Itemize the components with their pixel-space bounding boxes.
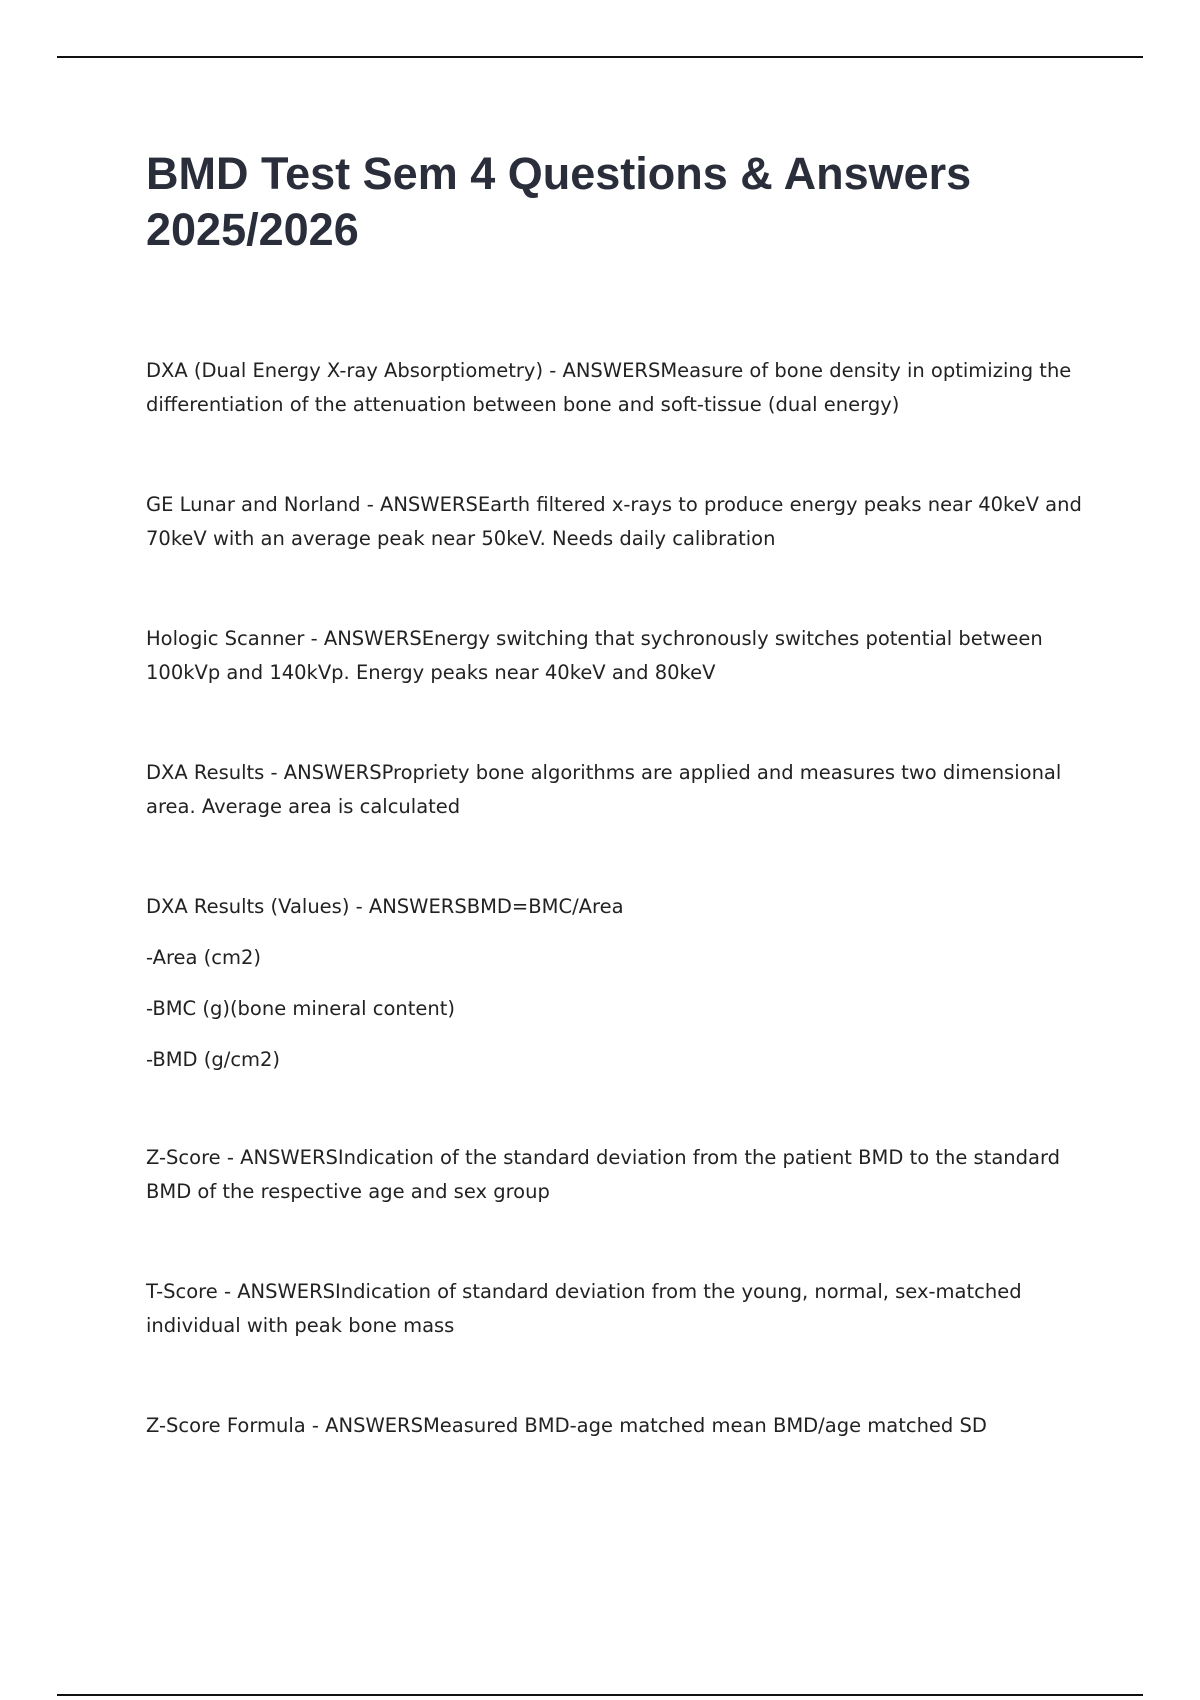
qa-text: Z-Score - ANSWERSIndication of the standard deviation from the patient BMD to the standard BMD of the respective age and sex group	[146, 1146, 1061, 1203]
qa-item-dxa-results	[146, 756, 1096, 824]
page-title: BMD Test Sem 4 Questions & Answers 2025/2026	[146, 148, 972, 255]
qa-item-hologic-scanner	[146, 622, 1096, 690]
qa-item-z-score	[146, 1141, 1096, 1209]
qa-text: DXA Results (Values) - ANSWERSBMD=BMC/Area	[146, 895, 624, 918]
qa-item-z-score-formula	[146, 1409, 1096, 1443]
qa-item-dxa-results-values	[146, 890, 1096, 1077]
qa-sub-line-area: -Area (cm2)	[146, 946, 262, 969]
qa-item-ge-lunar-norland	[146, 488, 1096, 556]
qa-item-dxa	[146, 354, 1096, 422]
qa-text: Z-Score Formula - ANSWERSMeasured BMD-age matched mean BMD/age matched SD	[146, 1414, 987, 1437]
qa-text: T-Score - ANSWERSIndication of standard deviation from the young, normal, sex-matched individual with peak bone mass	[146, 1280, 1022, 1337]
qa-text: DXA (Dual Energy X-ray Absorptiometry) - ANSWERSMeasure of bone density in optimizing the differentiation of the attenuation between bone and soft-tissue (dual energy)	[146, 359, 1072, 416]
qa-text: DXA Results - ANSWERSPropriety bone algorithms are applied and measures two dimensional area. Average area is calculated	[146, 761, 1062, 818]
qa-text: Hologic Scanner - ANSWERSEnergy switching that sychronously switches potential between 100kVp and 140kVp. Energy peaks near 40keV and 80keV	[146, 627, 1043, 684]
footer-rule	[57, 1694, 1143, 1696]
qa-item-t-score	[146, 1275, 1096, 1343]
qa-text: GE Lunar and Norland - ANSWERSEarth filtered x-rays to produce energy peaks near 40keV and 70keV with an average peak near 50keV. Needs daily calibration	[146, 493, 1082, 550]
qa-sub-line-bmd: -BMD (g/cm2)	[146, 1048, 281, 1071]
header-rule	[57, 56, 1143, 58]
qa-sub-line-bmc: -BMC (g)(bone mineral content)	[146, 997, 456, 1020]
